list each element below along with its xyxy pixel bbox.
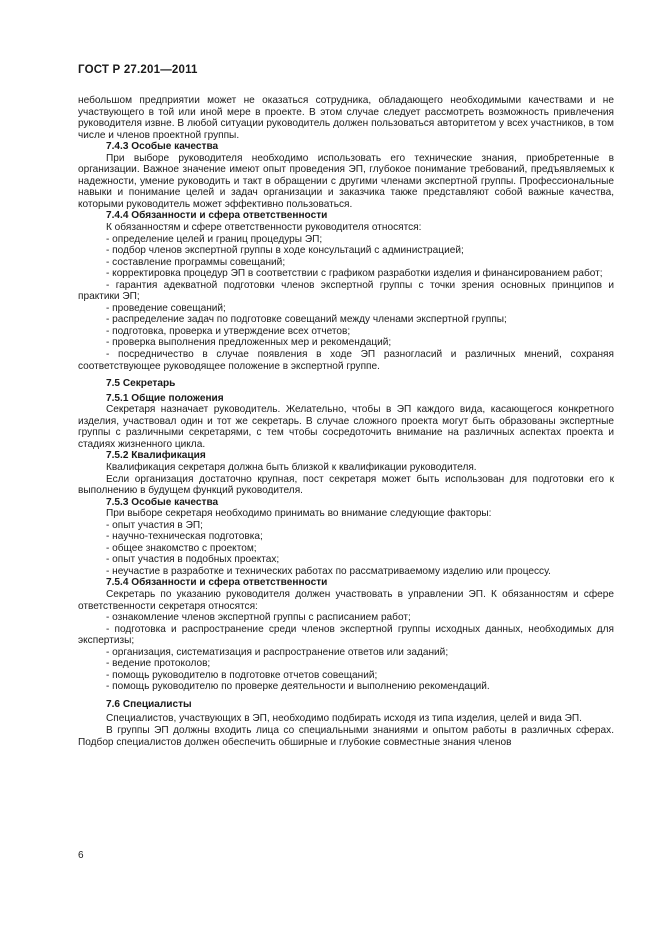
list-item: - неучастие в разработке и технических работах по рассматриваемому изделию или процессу. xyxy=(106,565,551,577)
list-item: - подготовка, проверка и утверждение всех отчетов; xyxy=(106,325,351,337)
list-item: - гарантия адекватной подготовки членов экспертной группы с точки зрения основных принципов и практики ЭП; xyxy=(78,279,614,303)
document-header: ГОСТ Р 27.201—2011 xyxy=(78,64,198,76)
list-item: - проверка выполнения предложенных мер и рекомендаций; xyxy=(106,337,392,349)
paragraph-7-5-2-a: Квалификация секретаря должна быть близкой к квалификации руководителя. xyxy=(106,461,477,473)
list-item: - помощь руководителю в подготовке отчетов совещаний; xyxy=(106,669,378,681)
paragraph-7-5-3-intro: При выборе секретаря необходимо принимать во внимание следующие факторы: xyxy=(106,508,492,520)
heading-7-5: 7.5 Секретарь xyxy=(106,378,176,390)
list-item: - проведение совещаний; xyxy=(106,302,226,314)
heading-7-5-4: 7.5.4 Обязанности и сфера ответственности xyxy=(106,577,328,589)
list-item: - определение целей и границ процедуры ЭП; xyxy=(106,233,323,245)
list-item: - составление программы совещаний; xyxy=(106,256,286,268)
list-item: - распределение задач по подготовке совещаний между членами экспертной группы; xyxy=(106,314,507,326)
paragraph-7-6-a: Специалистов, участвующих в ЭП, необходимо подбирать исходя из типа изделия, целей и вида ЭП. xyxy=(106,713,582,725)
list-item: - организация, систематизация и распространение ответов или заданий; xyxy=(106,646,449,658)
list-item: - ведение протоколов; xyxy=(106,658,211,670)
heading-7-4-4: 7.4.4 Обязанности и сфера ответственности xyxy=(106,210,328,222)
page-number: 6 xyxy=(78,850,84,861)
paragraph-7-5-4-intro: Секретарь по указанию руководителя должен участвовать в управлении ЭП. К обязанностям и сфере ответственности секретаря относятся: xyxy=(78,588,614,612)
heading-7-4-3: 7.4.3 Особые качества xyxy=(106,141,219,153)
paragraph-7-4-4-intro: К обязанностям и сфере ответственности руководителя относятся: xyxy=(106,222,422,234)
heading-7-5-3: 7.5.3 Особые качества xyxy=(106,496,219,508)
list-item: - подбор членов экспертной группы в ходе консультаций с администрацией; xyxy=(106,245,464,257)
list-item: - опыт участия в подобных проектах; xyxy=(106,554,280,566)
paragraph-7-6-b: В группы ЭП должны входить лица со специальными знаниями и опытом работы в различных сферах. Подбор специалистов должен обеспечить обширные и глубокие совместные знания членов xyxy=(78,724,614,748)
list-item: - опыт участия в ЭП; xyxy=(106,519,203,531)
list-item: - корректировка процедур ЭП в соответствии с графиком разработки изделия и финансированием работ; xyxy=(106,268,603,280)
list-item: - помощь руководителю по проверке деятельности и выполнению рекомендаций. xyxy=(106,681,490,693)
list-item: - ознакомление членов экспертной группы с расписанием работ; xyxy=(106,612,411,624)
heading-7-5-2: 7.5.2 Квалификация xyxy=(106,450,206,462)
list-item: - общее знакомство с проектом; xyxy=(106,542,257,554)
intro-paragraph: небольшом предприятии может не оказаться сотрудника, обладающего необходимыми качествами и не участвующего в той или иной мере в проекте. В этом случае следует рассмотреть возможность привлечения руководителя извне. В любой ситуации руководитель должен пользоваться авторитетом у всех участников, в том числе и членов проектной группы. xyxy=(78,95,614,141)
heading-7-6: 7.6 Специалисты xyxy=(106,698,192,710)
paragraph-7-5-1: Секретаря назначает руководитель. Желательно, чтобы в ЭП каждого вида, касающегося конкретного изделия, участвовал один и тот же секретарь. В случае сложного проекта могут быть образованы экспертные группы с различными секретарями, с тем чтобы сосредоточить внимание на различных аспектах проекта и стадиях жизненного цикла. xyxy=(78,404,614,450)
paragraph-7-4-3: При выборе руководителя необходимо использовать его технические знания, приобретенные в организации. Важное значение имеют опыт проведения ЭП, глубокое понимание требований, предъявляемых к надежности, умение руководить и такт в обращении с другими членами экспертной группы. Профессиональные навыки и понимание целей и задач организации и заказчика также представляют собой важные качества, которыми руководитель может эффективно пользоваться. xyxy=(78,152,614,210)
list-item: - научно-техническая подготовка; xyxy=(106,531,263,543)
document-body xyxy=(78,95,614,748)
paragraph-7-5-2-b: Если организация достаточно крупная, пост секретаря может быть использован для подготовки его к выполнению в будущем функций руководителя. xyxy=(78,473,614,497)
heading-7-5-1: 7.5.1 Общие положения xyxy=(106,392,224,404)
list-item: - посредничество в случае появления в ходе ЭП разногласий и различных мнений, сохраняя соответствующее руководящее положение в экспертной группе. xyxy=(78,349,614,372)
list-item: - подготовка и распространение среди членов экспертной группы исходных данных, необходимых для экспертизы; xyxy=(78,623,614,647)
